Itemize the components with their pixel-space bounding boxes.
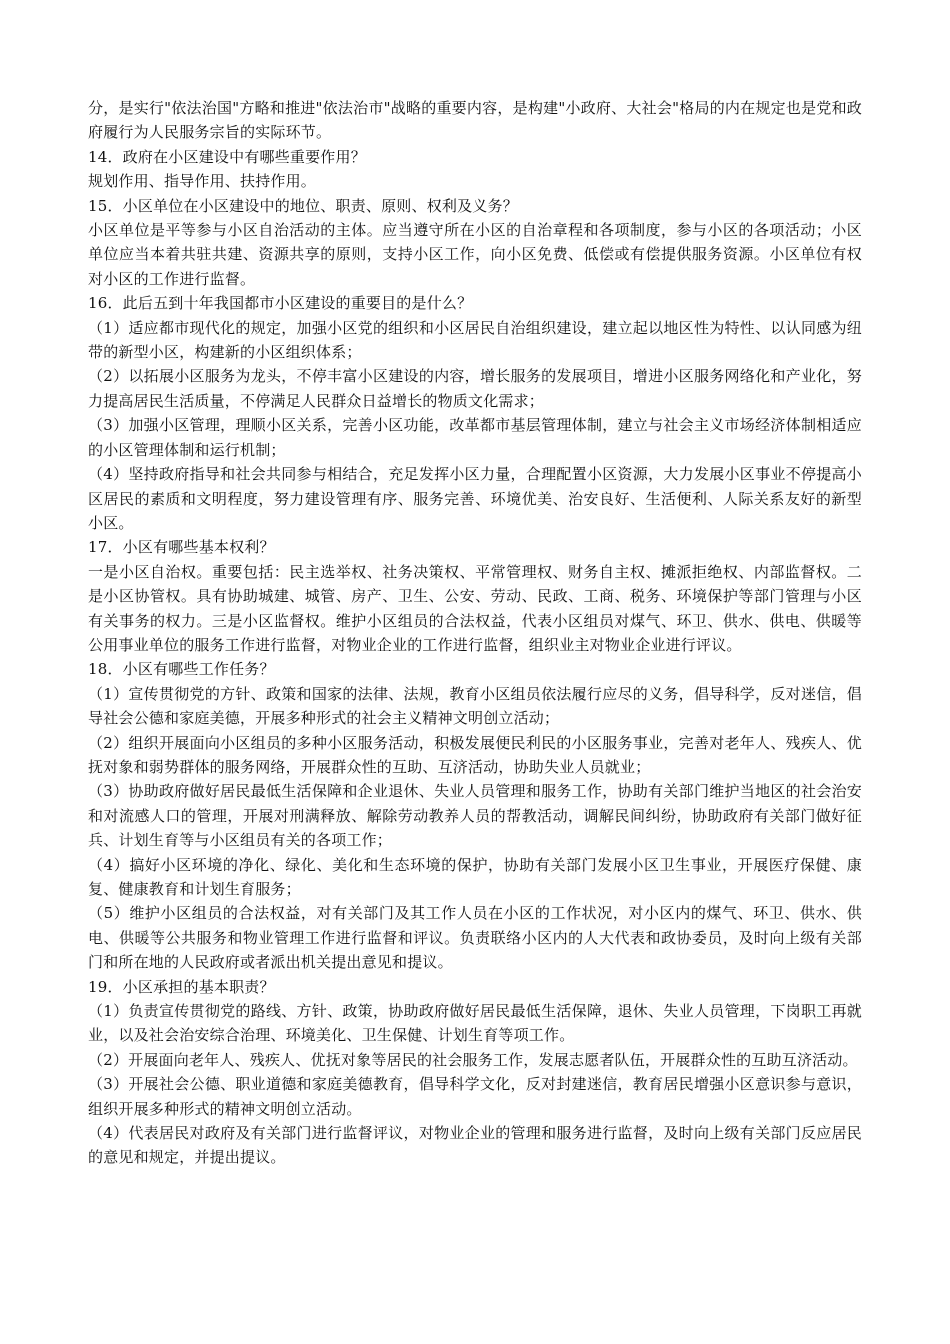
answer-18-item: （4）搞好小区环境的净化、绿化、美化和生态环境的保护，协助有关部门发展小区卫生事业，开展医疗保健、康复、健康教育和计划生育服务； bbox=[88, 855, 862, 898]
answer-18-item: （2）组织开展面向小区组员的多种小区服务活动，积极发展便民利民的小区服务事业，完善对老年人、残疾人、优抚对象和弱势群体的服务网络，开展群众性的互助、互济活动，协助失业人员就业； bbox=[88, 733, 862, 776]
answer-19-item: （4）代表居民对政府及有关部门进行监督评议，对物业企业的管理和服务进行监督，及时向上级有关部门反应居民的意见和规定，并提出提议。 bbox=[88, 1124, 862, 1167]
answer-16-item: （3）加强小区管理，理顺小区关系，完善小区功能，改革都市基层管理体制，建立与社会主义市场经济体制相适应的小区管理体制和运行机制； bbox=[88, 416, 862, 459]
answer-14: 规划作用、指导作用、扶持作用。 bbox=[88, 172, 317, 191]
question-15: 15．小区单位在小区建设中的地位、职责、原则、权利及义务？ bbox=[88, 196, 518, 215]
document-page bbox=[88, 96, 862, 1170]
intro-paragraph: 分，是实行"依法治国"方略和推进"依法治市"战略的重要内容，是构建"小政府、大社会"格局的内在规定也是党和政府履行为人民服务宗旨的实际环节。 bbox=[88, 99, 862, 142]
answer-18-item: （1）宣传贯彻党的方针、政策和国家的法律、法规，教育小区组员依法履行应尽的义务，倡导科学，反对迷信，倡导社会公德和家庭美德，开展多种形式的社会主义精神文明创立活动； bbox=[88, 684, 862, 728]
answer-18-item: （5）维护小区组员的合法权益，对有关部门及其工作人员在小区的工作状况，对小区内的煤气、环卫、供水、供电、供暖等公共服务和物业管理工作进行监督和评议。负责联络小区内的人大代表和政协委员，及时向上级有关部门和所在地的人民政府或者派出机关提出意见和提议。 bbox=[88, 904, 862, 972]
answer-16-item: （1）适应都市现代化的规定，加强小区党的组织和小区居民自治组织建设，建立起以地区性为特性、以认同感为纽带的新型小区，构建新的小区组织体系； bbox=[88, 318, 862, 362]
answer-15: 小区单位是平等参与小区自治活动的主体。应当遵守所在小区的自治章程和各项制度，参与小区的各项活动；小区单位应当本着共驻共建、资源共享的原则，支持小区工作，向小区免费、低偿或有偿提供服务资源。小区单位有权对小区的工作进行监督。 bbox=[88, 221, 862, 288]
answer-16-item: （2）以拓展小区服务为龙头，不停丰富小区建设的内容，增长服务的发展项目，增进小区服务网络化和产业化，努力提高居民生活质量，不停满足人民群众日益增长的物质文化需求； bbox=[88, 367, 862, 410]
answer-16-item: （4）坚持政府指导和社会共同参与相结合，充足发挥小区力量，合理配置小区资源，大力发展小区事业不停提高小区居民的素质和文明程度，努力建设管理有序、服务完善、环境优美、治安良好、生活便利、人际关系友好的新型小区。 bbox=[88, 465, 862, 532]
question-18: 18．小区有哪些工作任务？ bbox=[88, 660, 275, 679]
question-14: 14．政府在小区建设中有哪些重要作用？ bbox=[88, 147, 366, 166]
question-16: 16．此后五到十年我国都市小区建设的重要目的是什么？ bbox=[88, 294, 473, 313]
answer-19-item: （3）开展社会公德、职业道德和家庭美德教育，倡导科学文化，反对封建迷信，教育居民增强小区意识参与意识，组织开展多种形式的精神文明创立活动。 bbox=[88, 1075, 862, 1118]
answer-18-item: （3）协助政府做好居民最低生活保障和企业退休、失业人员管理和服务工作，协助有关部门维护当地区的社会治安和对流感人口的管理，开展对刑满释放、解除劳动教养人员的帮教活动，调解民间纠纷，协助政府有关部门做好征兵、计划生育等与小区组员有关的各项工作； bbox=[88, 782, 862, 850]
answer-19-item: （1）负责宣传贯彻党的路线、方针、政策，协助政府做好居民最低生活保障，退休、失业人员管理，下岗职工再就业，以及社会治安综合治理、环境美化、卫生保健、计划生育等项工作。 bbox=[88, 1002, 862, 1045]
question-19: 19．小区承担的基本职责？ bbox=[88, 977, 275, 996]
answer-17: 一是小区自治权。重要包括：民主选举权、社务决策权、平常管理权、财务自主权、摊派拒绝权、内部监督权。二是小区协管权。具有协助城建、城管、房产、卫生、公安、劳动、民政、工商、税务、环境保护等部门管理与小区有关事务的权力。三是小区监督权。维护小区组员的合法权益，代表小区组员对煤气、环卫、供水、供电、供暖等公用事业单位的服务工作进行监督，对物业企业的工作进行监督，组织业主对物业企业进行评议。 bbox=[88, 562, 862, 654]
answer-19-item: （2）开展面向老年人、残疾人、优抚对象等居民的社会服务工作，发展志愿者队伍，开展群众性的互助互济活动。 bbox=[88, 1050, 858, 1069]
question-17: 17．小区有哪些基本权利？ bbox=[88, 538, 275, 557]
